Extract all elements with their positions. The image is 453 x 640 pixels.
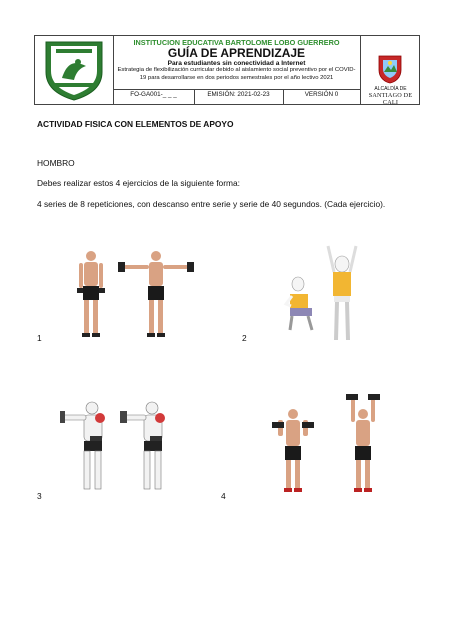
strategy-text: Estrategia de flexibilización curricular debido al aislamiento social preventivo por el COVID-19 para desarrollarse en dos periodos semestrales por el año lectivo 2021 xyxy=(117,67,356,81)
exercise-number: 3 xyxy=(37,491,42,501)
header-row-divider xyxy=(113,89,360,90)
exercise-4-shoulder-press-illustration xyxy=(268,394,393,496)
school-logo-icon xyxy=(40,38,108,102)
section-label: HOMBRO xyxy=(37,158,75,168)
exercise-2-squat-press-illustration xyxy=(282,238,362,348)
document-code: FO-GA001-_ _ _ xyxy=(130,91,177,98)
emission-date: EMISIÓN: 2021-02-23 xyxy=(207,91,270,98)
exercise-number: 2 xyxy=(242,333,247,343)
instruction-text: Debes realizar estos 4 ejercicios de la siguiente forma: xyxy=(37,178,240,188)
activity-title: ACTIVIDAD FISICA CON ELEMENTOS DE APOYO xyxy=(37,119,234,129)
exercise-1-lateral-raise-illustration xyxy=(66,248,206,343)
guide-subtitle: Para estudiantes sin conectividad a Internet xyxy=(167,60,306,67)
version-label: VERSIÓN 0 xyxy=(304,91,339,98)
instruction-detail: 4 series de 8 repeticiones, con descanso entre serie y serie de 40 segundos. (Cada ejercicio). xyxy=(37,199,386,209)
exercise-number: 4 xyxy=(221,491,226,501)
alcaldia-city: SANTIAGO DE CALI xyxy=(368,92,413,106)
guide-title: GUÍA DE APRENDIZAJE xyxy=(167,46,306,60)
exercise-3-front-raise-illustration xyxy=(60,398,185,498)
alcaldia-label: ALCALDÍA DE xyxy=(374,86,407,92)
exercise-number: 1 xyxy=(37,333,42,343)
institution-name: INSTITUCION EDUCATIVA BARTOLOME LOBO GUERRERO xyxy=(133,38,340,47)
cali-seal-icon xyxy=(377,54,403,84)
